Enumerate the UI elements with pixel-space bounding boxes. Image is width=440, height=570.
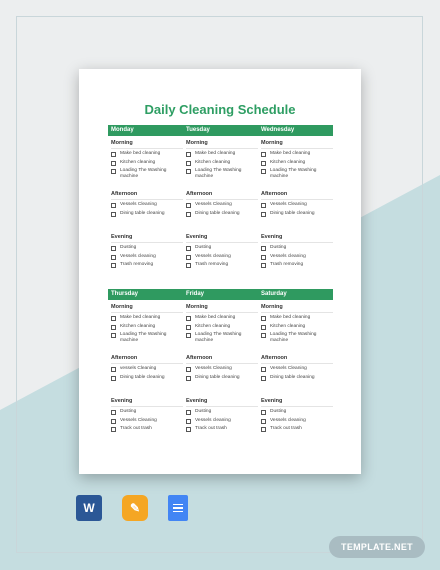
google-docs-icon[interactable] — [168, 495, 188, 521]
time-of-day-label: Evening — [261, 233, 333, 243]
task-item[interactable] — [186, 375, 258, 381]
time-of-day-label: Afternoon — [111, 190, 183, 200]
task-item[interactable] — [186, 409, 258, 415]
task-item[interactable] — [261, 315, 333, 321]
task-label: Track out trash — [195, 426, 227, 432]
task-item[interactable] — [186, 254, 258, 260]
checkbox-icon[interactable] — [261, 246, 266, 251]
time-of-day-label: Morning — [111, 139, 183, 149]
task-item[interactable] — [261, 202, 333, 208]
task-label: Vessels Cleaning — [270, 202, 307, 207]
document-page — [79, 69, 361, 474]
time-section — [108, 397, 333, 441]
time-section — [108, 354, 333, 394]
task-label: Dusting — [195, 245, 212, 250]
task-item[interactable] — [261, 324, 333, 330]
task-item[interactable] — [186, 418, 258, 424]
time-of-day-label: Afternoon — [261, 190, 333, 200]
task-item[interactable] — [186, 211, 258, 217]
task-label: Loading The Washing machine — [120, 168, 167, 180]
task-label: Vessels cleaning — [270, 253, 306, 259]
task-label: Dining table cleaning — [120, 374, 165, 380]
task-item[interactable] — [186, 245, 258, 251]
task-label: Dusting — [270, 245, 287, 250]
checkbox-icon[interactable] — [111, 376, 116, 381]
task-item[interactable] — [261, 151, 333, 157]
checkbox-icon[interactable] — [261, 376, 266, 381]
task-label: Dining table cleaning — [270, 374, 315, 380]
checkbox-icon[interactable] — [261, 419, 266, 424]
checkbox-icon[interactable] — [261, 333, 266, 338]
task-item[interactable] — [261, 332, 333, 344]
time-of-day-label: Evening — [186, 233, 258, 243]
checkbox-icon[interactable] — [186, 376, 191, 381]
day-column — [183, 233, 258, 277]
checkbox-icon[interactable] — [111, 333, 116, 338]
day-column — [108, 303, 183, 351]
time-of-day-label: Afternoon — [186, 190, 258, 200]
checkbox-icon[interactable] — [111, 161, 116, 166]
checkbox-icon[interactable] — [186, 427, 191, 432]
task-label: Vessels Cleaning — [195, 366, 232, 371]
day-header-row — [108, 125, 333, 136]
task-item[interactable] — [261, 168, 333, 180]
checkbox-icon[interactable] — [186, 212, 191, 217]
checkbox-icon[interactable] — [111, 246, 116, 251]
checkbox-icon[interactable] — [186, 316, 191, 321]
task-label: Make bed cleaning — [195, 315, 236, 320]
task-label: Loading The Washing machine — [270, 168, 317, 180]
day-column — [183, 303, 258, 351]
time-section — [108, 233, 333, 277]
task-label: Kitchen cleaning — [270, 323, 306, 329]
task-item[interactable] — [261, 426, 333, 432]
day-column — [258, 397, 333, 441]
task-label: Trash removing — [270, 262, 304, 268]
time-of-day-label: Morning — [261, 303, 333, 313]
task-label: Loading The Washing machine — [195, 332, 242, 344]
document-title: Daily Cleaning Schedule — [144, 102, 296, 117]
task-item[interactable] — [261, 418, 333, 424]
task-label: Vessels Cleaning — [120, 417, 157, 423]
task-label: Dining table cleaning — [195, 374, 240, 380]
day-column — [183, 139, 258, 187]
day-column — [183, 354, 258, 394]
task-item[interactable] — [111, 151, 183, 157]
checkbox-icon[interactable] — [261, 161, 266, 166]
task-item[interactable] — [261, 160, 333, 166]
checkbox-icon[interactable] — [186, 161, 191, 166]
checkbox-icon[interactable] — [186, 169, 191, 174]
checkbox-icon[interactable] — [111, 255, 116, 260]
day-column — [183, 190, 258, 230]
day-header: Saturday — [261, 291, 287, 297]
day-column — [108, 190, 183, 230]
task-item[interactable] — [111, 168, 183, 180]
checkbox-icon[interactable] — [261, 316, 266, 321]
time-of-day-label: Afternoon — [186, 354, 258, 364]
time-section — [108, 139, 333, 187]
task-item[interactable] — [111, 426, 183, 432]
task-item[interactable] — [111, 366, 183, 372]
checkbox-icon[interactable] — [111, 212, 116, 217]
checkbox-icon[interactable] — [261, 367, 266, 372]
checkbox-icon[interactable] — [111, 152, 116, 157]
task-label: Make bed cleaning — [120, 151, 161, 156]
task-item[interactable] — [111, 332, 183, 344]
task-label: Dusting — [270, 409, 287, 414]
time-section — [108, 190, 333, 230]
task-label: Track out trash — [270, 426, 302, 432]
task-label: Vessels cleaning — [120, 253, 156, 259]
task-item[interactable] — [111, 254, 183, 260]
task-item[interactable] — [111, 245, 183, 251]
checkbox-icon[interactable] — [186, 367, 191, 372]
time-of-day-label: Afternoon — [111, 354, 183, 364]
day-header: Tuesday — [186, 127, 210, 133]
day-column — [258, 190, 333, 230]
checkbox-icon[interactable] — [261, 212, 266, 217]
task-item[interactable] — [111, 409, 183, 415]
time-of-day-label: Evening — [111, 397, 183, 407]
task-item[interactable] — [111, 324, 183, 330]
checkbox-icon[interactable] — [111, 427, 116, 432]
checkbox-icon[interactable] — [261, 410, 266, 415]
time-of-day-label: Morning — [186, 139, 258, 149]
task-item[interactable] — [111, 418, 183, 424]
task-label: Loading The Washing machine — [120, 332, 167, 344]
checkbox-icon[interactable] — [261, 255, 266, 260]
task-label: Make bed cleaning — [270, 315, 311, 320]
task-label: Trash removing — [120, 262, 154, 268]
task-item[interactable] — [186, 324, 258, 330]
task-item[interactable] — [261, 254, 333, 260]
checkbox-icon[interactable] — [111, 316, 116, 321]
task-item[interactable] — [186, 315, 258, 321]
task-label: Make bed cleaning — [270, 151, 311, 156]
task-item[interactable] — [111, 211, 183, 217]
time-of-day-label: Morning — [186, 303, 258, 313]
task-item[interactable] — [186, 202, 258, 208]
checkbox-icon[interactable] — [111, 410, 116, 415]
day-column — [108, 233, 183, 277]
task-label: Vessels cleaning — [270, 417, 306, 423]
day-header: Friday — [186, 291, 205, 297]
task-label: Dusting — [120, 245, 137, 250]
checkbox-icon[interactable] — [261, 152, 266, 157]
day-column — [183, 397, 258, 441]
time-section — [108, 303, 333, 351]
task-item[interactable] — [111, 202, 183, 208]
day-column — [108, 354, 183, 394]
task-item[interactable] — [186, 151, 258, 157]
checkbox-icon[interactable] — [111, 325, 116, 330]
checkbox-icon[interactable] — [186, 263, 191, 268]
day-column — [258, 139, 333, 187]
checkbox-icon[interactable] — [186, 333, 191, 338]
day-header-row — [108, 289, 333, 300]
task-label: Vessels Cleaning — [195, 202, 232, 207]
task-label: Kitchen cleaning — [270, 159, 306, 165]
checkbox-icon[interactable] — [186, 255, 191, 260]
day-header: Wednesday — [261, 127, 295, 133]
day-column — [258, 303, 333, 351]
time-of-day-label: Morning — [261, 139, 333, 149]
task-label: Vessels Cleaning — [270, 366, 307, 371]
day-column — [258, 354, 333, 394]
day-column — [108, 397, 183, 441]
time-of-day-label: Morning — [111, 303, 183, 313]
task-item[interactable] — [186, 160, 258, 166]
checkbox-icon[interactable] — [111, 203, 116, 208]
task-label: Kitchen cleaning — [195, 323, 231, 329]
checkbox-icon[interactable] — [186, 419, 191, 424]
checkbox-icon[interactable] — [111, 367, 116, 372]
task-label: Trash removing — [195, 262, 229, 268]
checkbox-icon[interactable] — [186, 152, 191, 157]
task-label: Kitchen cleaning — [195, 159, 231, 165]
day-column — [108, 139, 183, 187]
checkbox-icon[interactable] — [261, 169, 266, 174]
task-label: Make bed cleaning — [195, 151, 236, 156]
task-item[interactable] — [261, 211, 333, 217]
task-label: Vessels cleaning — [195, 253, 231, 259]
task-label: Dining table cleaning — [195, 210, 240, 216]
day-header: Monday — [111, 127, 134, 133]
day-header: Thursday — [111, 291, 139, 297]
task-item[interactable] — [111, 315, 183, 321]
task-label: Make bed cleaning — [120, 315, 161, 320]
time-of-day-label: Evening — [111, 233, 183, 243]
task-label: Track out trash — [120, 426, 152, 432]
task-label: Dusting — [120, 409, 137, 414]
checkbox-icon[interactable] — [186, 410, 191, 415]
checkbox-icon[interactable] — [186, 203, 191, 208]
task-item[interactable] — [261, 262, 333, 268]
task-item[interactable] — [186, 168, 258, 180]
task-label: vessels Cleaning — [120, 366, 157, 371]
checkbox-icon[interactable] — [111, 419, 116, 424]
time-of-day-label: Evening — [186, 397, 258, 407]
task-label: Kitchen cleaning — [120, 159, 156, 165]
task-label: Loading The Washing machine — [270, 332, 317, 344]
task-item[interactable] — [111, 375, 183, 381]
task-label: Vessels Cleaning — [120, 202, 157, 207]
time-of-day-label: Afternoon — [261, 354, 333, 364]
template-net-badge[interactable]: TEMPLATE.NET — [329, 536, 425, 558]
checkbox-icon[interactable] — [186, 246, 191, 251]
pages-icon[interactable]: ✎ — [122, 495, 148, 521]
task-label: Vessels cleaning — [195, 417, 231, 423]
task-item[interactable] — [186, 426, 258, 432]
task-label: Dining table cleaning — [270, 210, 315, 216]
task-item[interactable] — [261, 375, 333, 381]
word-icon[interactable]: W — [76, 495, 102, 521]
checkbox-icon[interactable] — [261, 427, 266, 432]
task-item[interactable] — [186, 332, 258, 344]
checkbox-icon[interactable] — [261, 203, 266, 208]
task-item[interactable] — [111, 262, 183, 268]
task-item[interactable] — [261, 245, 333, 251]
task-label: Kitchen cleaning — [120, 323, 156, 329]
task-item[interactable] — [261, 366, 333, 372]
task-item[interactable] — [186, 366, 258, 372]
task-item[interactable] — [186, 262, 258, 268]
app-icons — [76, 495, 188, 521]
checkbox-icon[interactable] — [261, 325, 266, 330]
task-label: Loading The Washing machine — [195, 168, 242, 180]
week-block — [108, 289, 333, 441]
task-label: Dining table cleaning — [120, 210, 165, 216]
checkbox-icon[interactable] — [186, 325, 191, 330]
task-label: Dusting — [195, 409, 212, 414]
checkbox-icon[interactable] — [111, 263, 116, 268]
checkbox-icon[interactable] — [261, 263, 266, 268]
week-block — [108, 125, 333, 277]
checkbox-icon[interactable] — [111, 169, 116, 174]
task-item[interactable] — [111, 160, 183, 166]
time-of-day-label: Evening — [261, 397, 333, 407]
day-column — [258, 233, 333, 277]
task-item[interactable] — [261, 409, 333, 415]
